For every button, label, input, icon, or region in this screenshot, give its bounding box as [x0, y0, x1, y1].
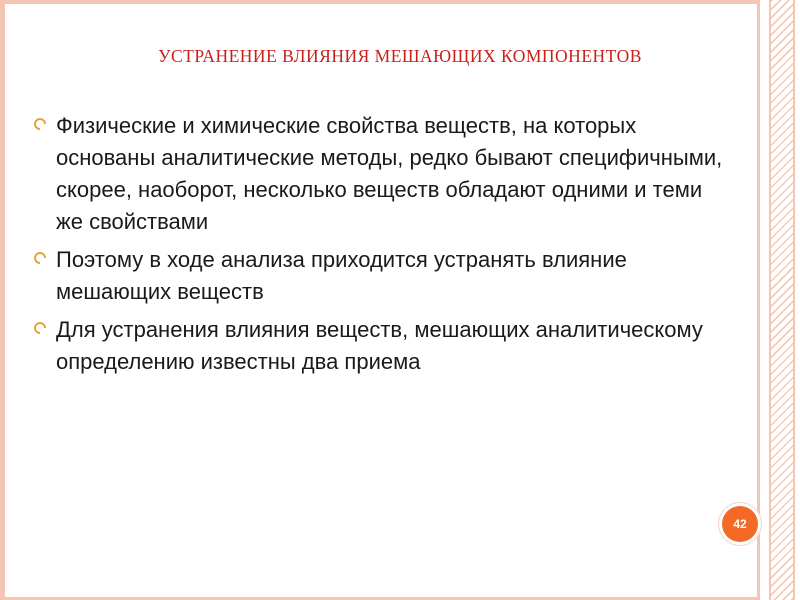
bullet-item-2	[32, 244, 732, 308]
frame-left-line	[0, 0, 5, 600]
bullet-item-1	[32, 110, 732, 238]
slide-title: УСТРАНЕНИЕ ВЛИЯНИЯ МЕШАЮЩИХ КОМПОНЕНТОВ	[158, 46, 642, 66]
bullet-text: Для устранения влияния веществ, мешающих аналитическому определению известны два приема	[56, 317, 703, 374]
bullet-list	[32, 110, 732, 384]
frame-top-line	[0, 0, 760, 4]
page-number: 42	[722, 506, 758, 542]
decorative-stripe	[769, 0, 795, 600]
bullet-item-3	[32, 314, 732, 378]
bullet-text: Физические и химические свойства веществ, на которых основаны аналитические методы, редко бывают специфичными, скорее, наоборот, несколько веществ обладают одними и теми же свойствами	[56, 113, 723, 234]
bullet-icon	[34, 118, 46, 130]
bullet-icon	[34, 252, 46, 264]
bullet-text: Поэтому в ходе анализа приходится устранять влияние мешающих веществ	[56, 247, 627, 304]
bullet-icon	[34, 322, 46, 334]
